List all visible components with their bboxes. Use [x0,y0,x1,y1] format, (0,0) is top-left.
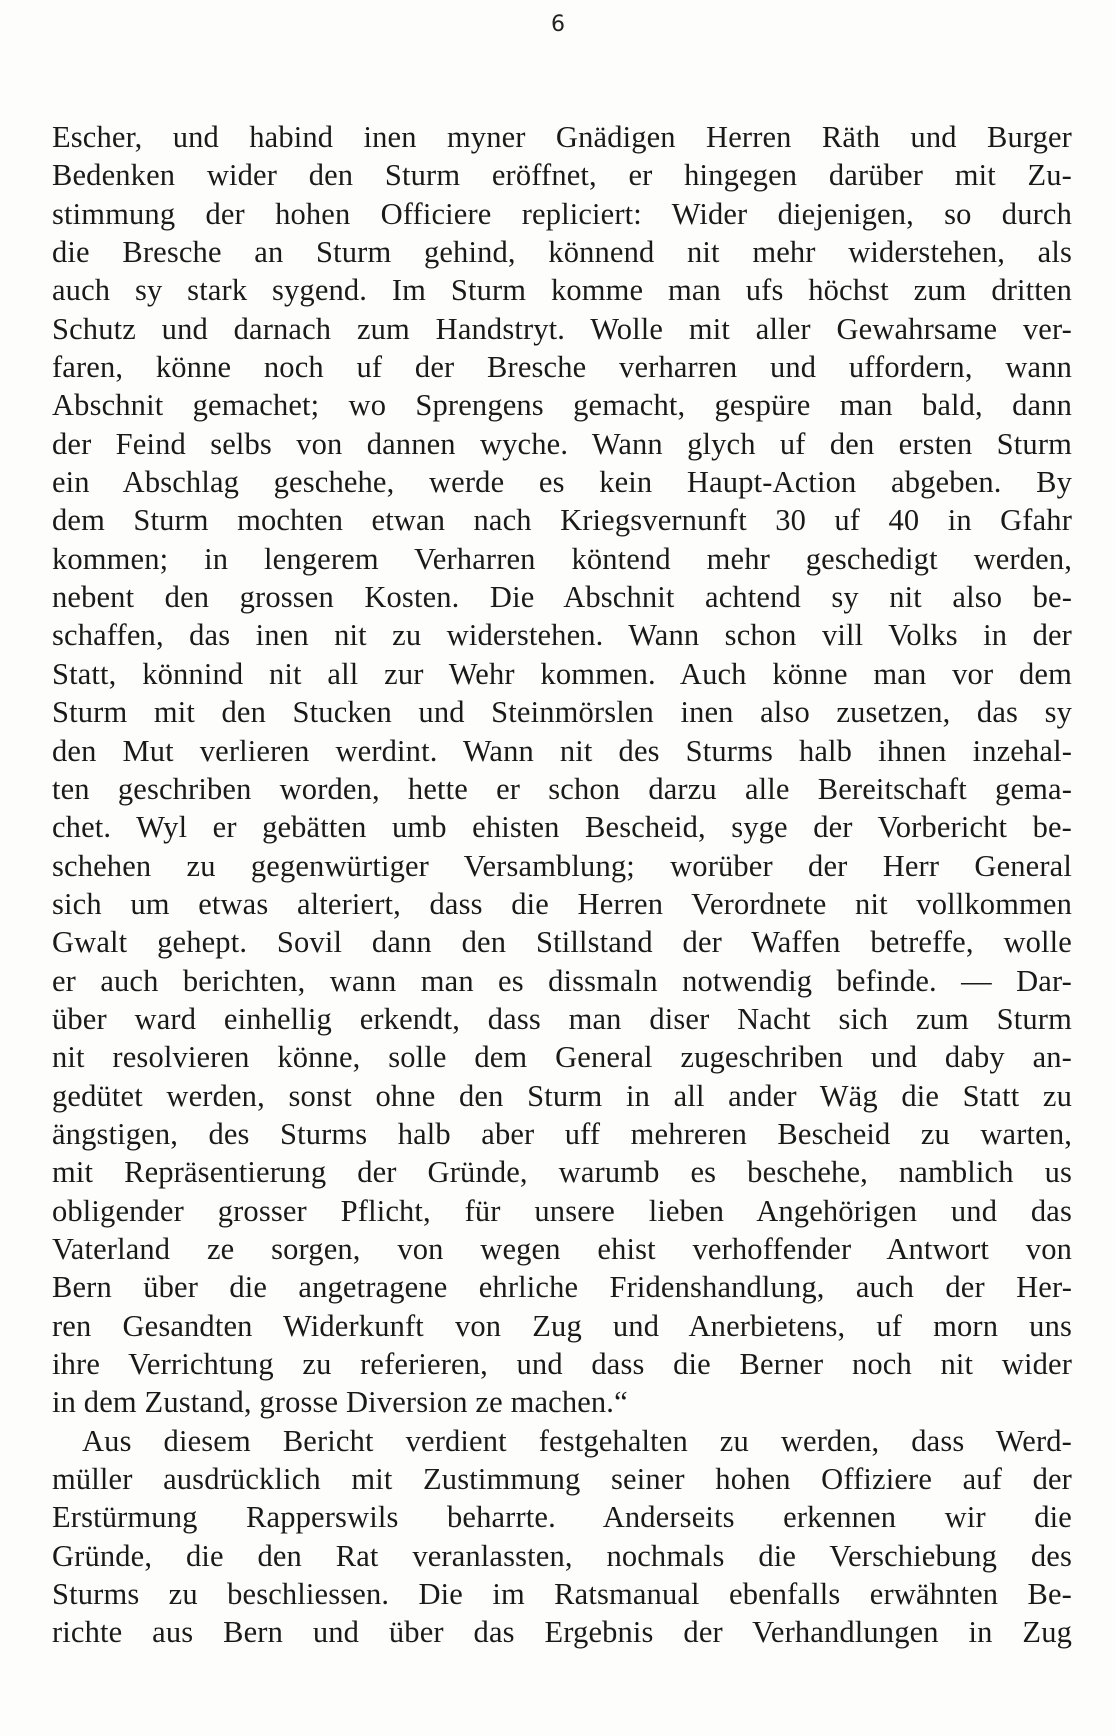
text-line: er auch berichten, wann man es dissmaln notwendig befinde. — Dar- [52,963,1072,998]
text-line: faren, könne noch uf der Bresche verharren und uffordern, wann [52,350,1072,385]
text-line: sich um etwas alteriert, dass die Herren Verordnete nit vollkommen [52,886,1072,921]
text-line: obligender grosser Pflicht, für unsere lieben Angehörigen und das [52,1193,1072,1228]
text-line: mit Repräsentierung der Gründe, warumb es beschehe, namblich us [52,1155,1072,1190]
text-line: in dem Zustand, grosse Diversion ze machen.“ [52,1385,628,1420]
text-line: ihre Verrichtung zu referieren, und dass die Berner noch nit wider [52,1347,1072,1381]
text-line: schehen zu gegenwürtiger Versamblung; worüber der Herr General [52,848,1072,883]
text-line: kommen; in lengerem Verharren köntend mehr geschedigt werden, [52,541,1072,576]
text-line: Gründe, die den Rat veranlassten, nochmals die Verschiebung des [52,1538,1072,1573]
text-line: über ward einhellig erkendt, dass man diser Nacht sich zum Sturm [52,1001,1072,1036]
text-line: dem Sturm mochten etwan nach Kriegsvernunft 30 uf 40 in Gfahr [52,503,1072,538]
text-line: gedütet werden, sonst ohne den Sturm in all ander Wäg die Statt zu [52,1078,1072,1113]
text-line: Abschnit gemachet; wo Sprengens gemacht, gespüre man bald, dann [52,388,1072,423]
text-line: richte aus Bern und über das Ergebnis der Verhandlungen in Zug [52,1615,1072,1650]
text-line: Aus diesem Bericht verdient festgehalten zu werden, dass Werd- [82,1423,1072,1458]
text-line: Vaterland ze sorgen, von wegen ehist verhoffender Antwort von [52,1231,1072,1266]
text-line: Bern über die angetragene ehrliche Fridenshandlung, auch der Her- [52,1270,1072,1305]
text-line: die Bresche an Sturm gehind, könnend nit mehr widerstehen, als [52,235,1072,270]
text-line: müller ausdrücklich mit Zustimmung seiner hohen Offiziere auf der [52,1462,1072,1497]
text-line: Statt, könnind nit all zur Wehr kommen. Auch könne man vor dem [52,656,1072,691]
text-line: ren Gesandten Widerkunft von Zug und Anerbietens, uf morn uns [52,1308,1072,1343]
body-text [52,118,1072,1652]
text-line: Sturms zu beschliessen. Die im Ratsmanual ebenfalls erwähnten Be- [52,1577,1072,1612]
text-line: stimmung der hohen Officiere repliciert: Wider diejenigen, so durch [52,196,1072,231]
text-line: Bedenken wider den Sturm eröffnet, er hingegen darüber mit Zu- [52,158,1072,193]
text-line: ängstigen, des Sturms halb aber uff mehreren Bescheid zu warten, [52,1116,1072,1151]
text-line: schaffen, das inen nit zu widerstehen. Wann schon vill Volks in der [52,618,1072,653]
text-line: ten geschriben worden, hette er schon darzu alle Bereitschaft gema- [52,771,1072,806]
text-line: Escher, und habind inen myner Gnädigen Herren Räth und Burger [52,120,1072,154]
text-line: den Mut verlieren werdint. Wann nit des Sturms halb ihnen inzehal- [52,733,1072,768]
text-line: Schutz und darnach zum Handstryt. Wolle mit aller Gewahrsame ver- [52,311,1072,346]
text-line: auch sy stark sygend. Im Sturm komme man ufs höchst zum dritten [52,273,1072,308]
text-line: nebent den grossen Kosten. Die Abschnit achtend sy nit also be- [52,580,1072,615]
text-line: Sturm mit den Stucken und Steinmörslen inen also zusetzen, das sy [52,695,1072,730]
text-line: Erstürmung Rapperswils beharrte. Anderseits erkennen wir die [52,1500,1072,1535]
text-line: der Feind selbs von dannen wyche. Wann glych uf den ersten Sturm [52,426,1072,461]
text-line: chet. Wyl er gebätten umb ehisten Bescheid, syge der Vorbericht be- [52,810,1072,845]
text-line: Gwalt gehept. Sovil dann den Stillstand der Waffen betreffe, wolle [52,925,1072,960]
text-line: nit resolvieren könne, solle dem General zugeschriben und daby an- [52,1040,1072,1075]
text-line: ein Abschlag geschehe, werde es kein Haupt-Action abgeben. By [52,465,1072,500]
page-number: 6 [551,12,565,37]
